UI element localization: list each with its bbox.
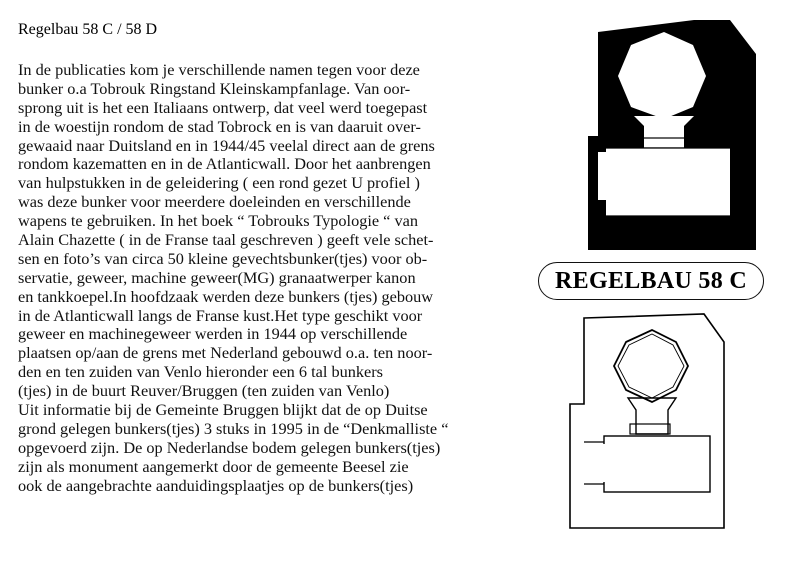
body-paragraph [18,61,448,495]
text-line: in de Atlanticwall langs de Franse kust.Het type geschikt voor [18,305,423,325]
text-line: ook de aangebrachte aanduidingsplaatjes op de bunkers(tjes) [18,475,414,495]
text-line: van hulpstukken in de geleidering ( een rond gezet U profiel ) [18,173,420,193]
text-line: (tjes) in de buurt Reuver/Bruggen (ten zuiden van Venlo) [18,381,390,401]
page-title: Regelbau 58 C / 58 D [18,21,158,38]
text-line: zijn als monument aangemerkt door de gemeente Beesel zie [18,456,409,476]
text-line: Uit informatie bij de Gemeinte Bruggen blijkt dat de op Duitse [18,400,428,420]
diagram-label: REGELBAU 58 C [555,267,747,294]
octagonal-opening-inner [618,334,684,398]
text-line: Alain Chazette ( in de Franse taal geschreven ) geeft vele schet- [18,230,434,250]
text-line: sprong uit is het een Italiaans ontwerp, dat veel werd toegepast [18,97,428,117]
text-line: gewaaid naar Duitsland en in 1944/45 veelal direct aan de grens [18,135,435,155]
text-line: geweer en machinegeweer werden in 1944 op verschillende [18,324,408,344]
text-line: servatie, geweer, machine geweer(MG) granaatwerper kanon [18,267,416,287]
text-line: en tankkoepel.In hoofdzaak werden deze bunkers (tjes) gebouw [18,286,434,306]
text-line: grond gelegen bunkers(tjes) 3 stuks in 1995 in de “Denkmalliste “ [18,418,449,438]
floor-plan-58c-outline [564,308,778,532]
throat-outline [628,398,676,434]
text-line: In de publicaties kom je verschillende namen tegen voor deze [18,60,420,79]
octagonal-opening [618,32,706,119]
octagonal-opening-outline [614,330,688,402]
text-line: plaatsen op/aan de grens met Nederland gebouwd o.a. ten noor- [18,343,433,363]
text-line: was deze bunker voor meerdere doeleinden en verschillende [18,192,411,212]
text-line: den en ten zuiden van Venlo hieronder een 6 tal bunkers [18,362,383,382]
side-entrance [598,152,608,200]
inner-chamber-outline [604,436,710,492]
diagram-label-box [538,262,764,300]
text-line: opgevoerd zijn. De op Nederlandse bodem gelegen bunkers(tjes) [18,437,441,457]
text-line: rondom kazematten en in de Atlanticwall. Door het aanbrengen [18,154,431,174]
text-line: bunker o.a Tobrouk Ringstand Kleinskampfanlage. Van oor- [18,78,411,98]
floor-plan-58c-filled [574,12,788,264]
inner-chamber [606,148,730,216]
text-line: wapens te gebruiken. In het boek “ Tobrouks Typologie “ van [18,211,418,231]
text-line: in de woestijn rondom de stad Tobrock en is van daaruit over- [18,116,421,136]
outer-wall-outline [570,314,724,528]
text-line: sen en foto’s van circa 50 kleine gevechtsbunker(tjes) voor ob- [18,248,428,268]
